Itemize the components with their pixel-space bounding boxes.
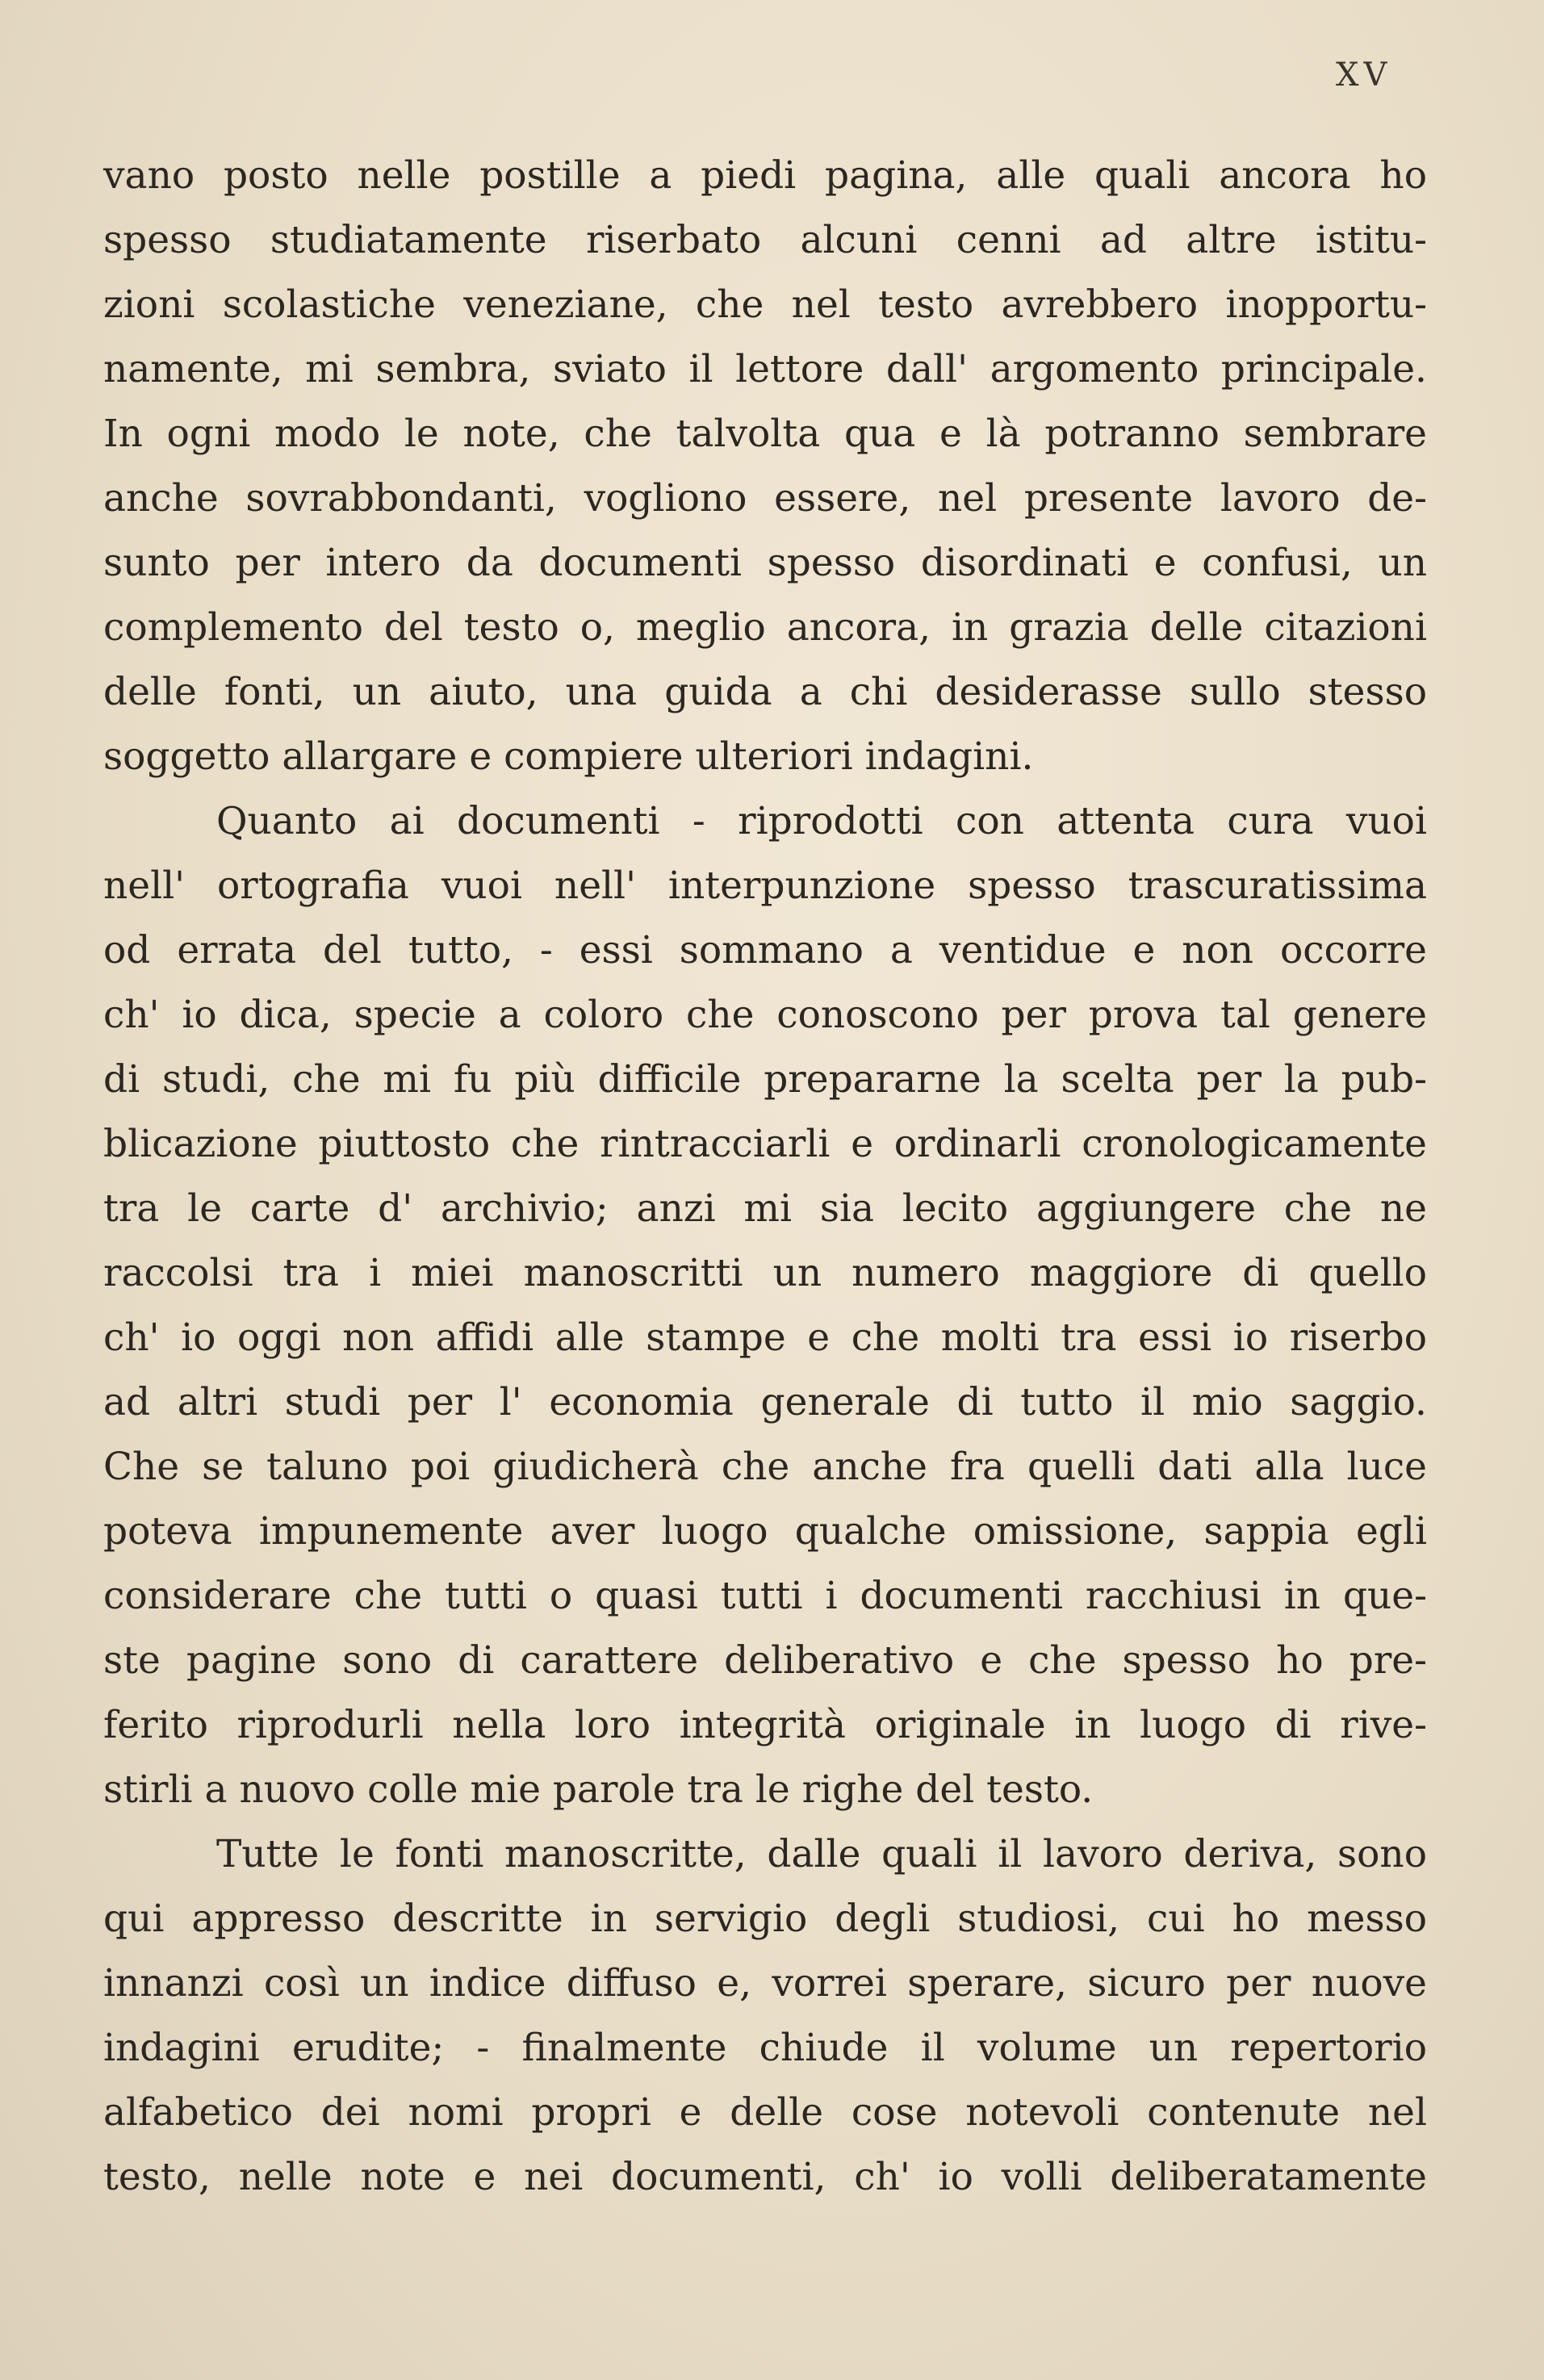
body-text (103, 144, 1427, 2210)
text-line: ferito riprodurli nella loro integrità originale in luogo di rive- (103, 1703, 1427, 1747)
text-line: indagini erudite; - finalmente chiude il volume un repertorio (103, 2026, 1427, 2070)
text-line: considerare che tutti o quasi tutti i documenti racchiusi in que- (103, 1574, 1427, 1618)
text-line: di studi, che mi fu più difficile prepararne la scelta per la pub- (103, 1057, 1427, 1102)
text-line: stirli a nuovo colle mie parole tra le righe del testo. (103, 1767, 1094, 1812)
text-line: sunto per intero da documenti spesso disordinati e confusi, un (103, 541, 1427, 585)
text-line: vano posto nelle postille a piedi pagina, alle quali ancora ho (103, 153, 1427, 198)
text-line: alfabetico dei nomi propri e delle cose notevoli contenute nel (103, 2090, 1427, 2135)
text-line: Che se taluno poi giudicherà che anche fra quelli dati alla luce (103, 1445, 1427, 1489)
text-line: nell' ortografia vuoi nell' interpunzione spesso trascuratissima (103, 864, 1427, 908)
text-line: delle fonti, un aiuto, una guida a chi desiderasse sullo stesso (103, 670, 1427, 714)
text-line: raccolsi tra i miei manoscritti un numero maggiore di quello (103, 1251, 1427, 1295)
text-line: od errata del tutto, - essi sommano a ventidue e non occorre (103, 928, 1427, 972)
page-number: XV (1336, 56, 1392, 94)
text-line: ch' io dica, specie a coloro che conoscono per prova tal genere (103, 993, 1427, 1037)
text-line: zioni scolastiche veneziane, che nel testo avrebbero inopportu- (103, 282, 1427, 327)
text-line: anche sovrabbondanti, vogliono essere, nel presente lavoro de- (103, 476, 1427, 521)
text-line: blicazione piuttosto che rintracciarli e ordinarli cronologicamente (103, 1122, 1427, 1166)
text-line: poteva impunemente aver luogo qualche omissione, sappia egli (103, 1509, 1427, 1554)
text-line: spesso studiatamente riserbato alcuni cenni ad altre istitu- (103, 218, 1427, 262)
paragraph-3 (103, 1822, 1427, 2210)
text-line: testo, nelle note e nei documenti, ch' io volli deliberatamente (103, 2155, 1427, 2199)
text-line: innanzi così un indice diffuso e, vorrei sperare, sicuro per nuove (103, 1961, 1427, 2006)
text-line: namente, mi sembra, sviato il lettore dall' argomento principale. (103, 347, 1427, 391)
text-line: ad altri studi per l' economia generale di tutto il mio saggio. (103, 1380, 1427, 1424)
paragraph-2 (103, 789, 1427, 1822)
paragraph-1 (103, 144, 1427, 789)
text-line: complemento del testo o, meglio ancora, in grazia delle citazioni (103, 605, 1427, 650)
text-line: ch' io oggi non affidi alle stampe e che molti tra essi io riserbo (103, 1315, 1427, 1360)
text-line: In ogni modo le note, che talvolta qua e là potranno sembrare (103, 412, 1427, 456)
text-line: Quanto ai documenti - riprodotti con attenta cura vuoi (216, 799, 1427, 843)
text-line: ste pagine sono di carattere deliberativo e che spesso ho pre- (103, 1638, 1427, 1683)
text-line: qui appresso descritte in servigio degli studiosi, cui ho messo (103, 1897, 1427, 1941)
text-line: Tutte le fonti manoscritte, dalle quali il lavoro deriva, sono (216, 1832, 1427, 1876)
text-line: tra le carte d' archivio; anzi mi sia lecito aggiungere che ne (103, 1186, 1427, 1231)
text-line: soggetto allargare e compiere ulteriori indagini. (103, 734, 1034, 779)
